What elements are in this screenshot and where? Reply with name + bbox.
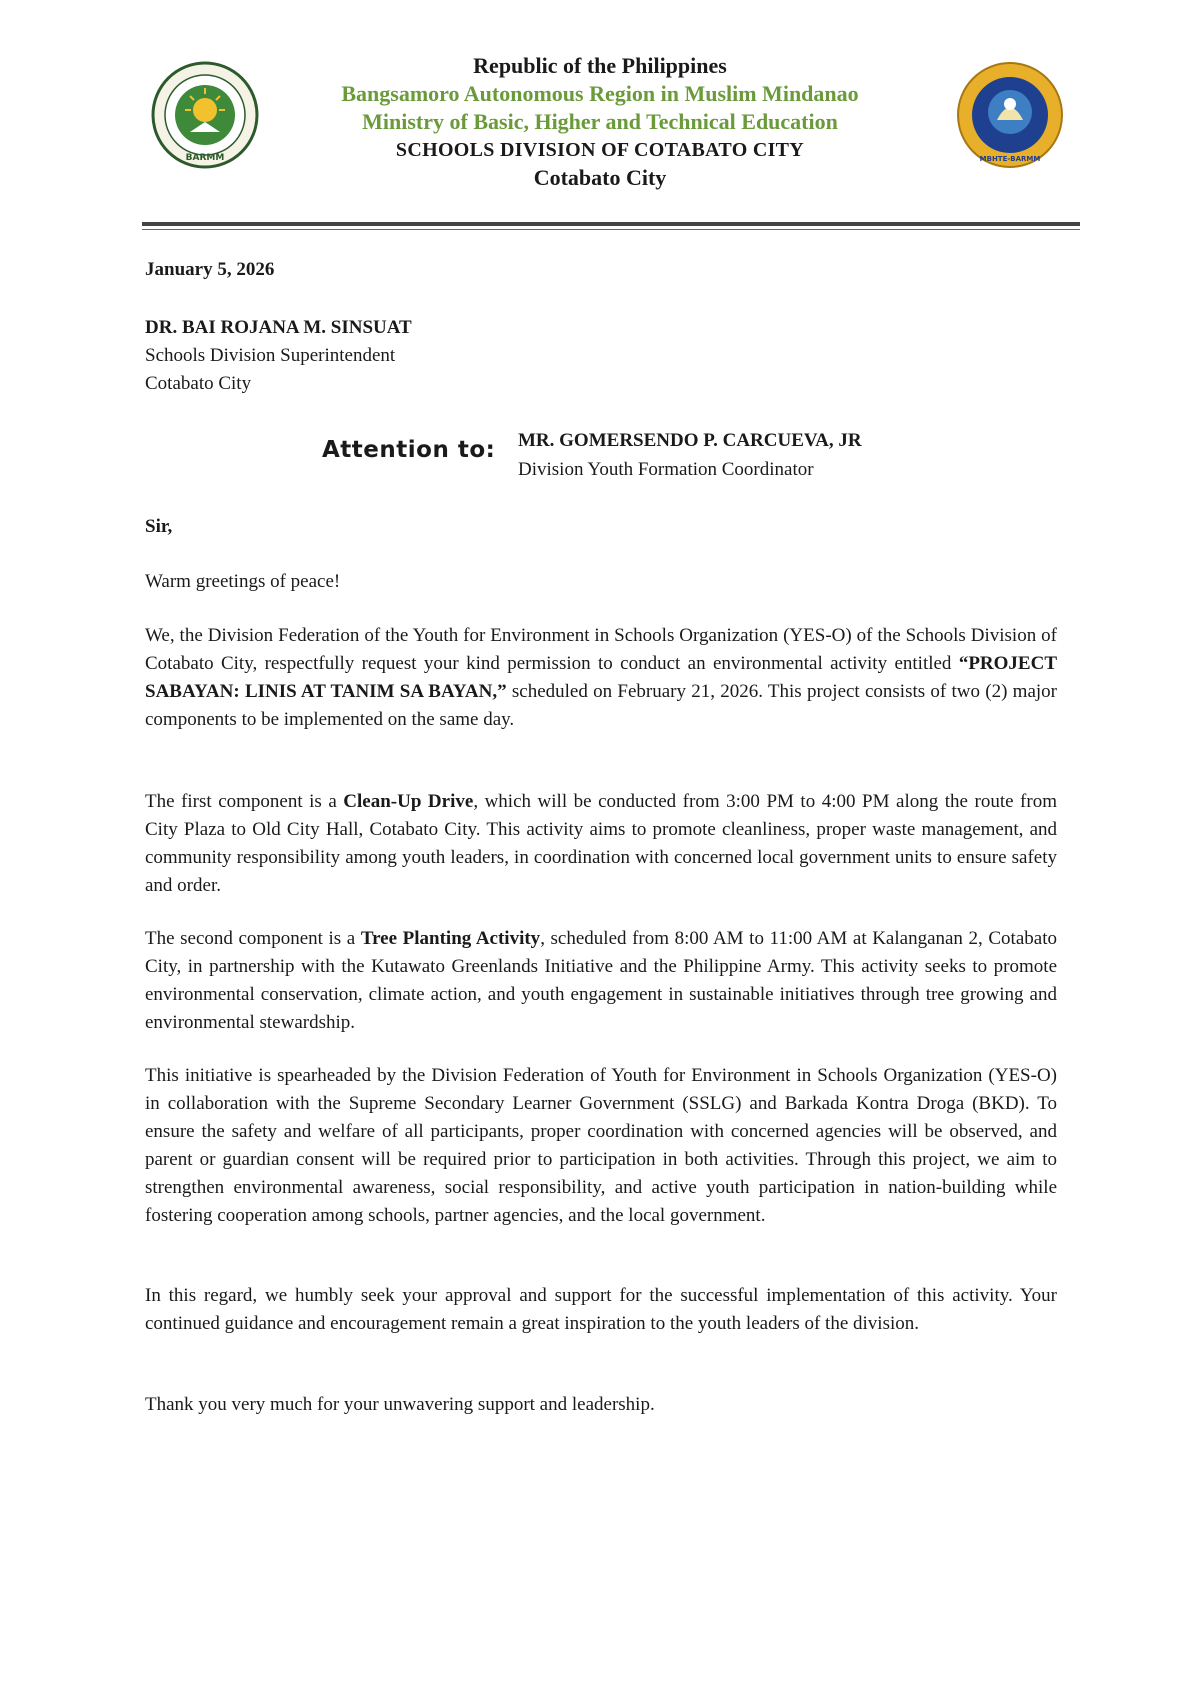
recipient-location: Cotabato City (145, 373, 252, 394)
letterhead-city: Cotabato City (533, 165, 667, 190)
p2-text-c: , which will be conducted from 3:00 PM to 4:00 PM along the route from City Plaza to Old City Hall, Cotabato City. This activity aims to promote cleanliness, proper waste management, and community responsibility among youth leaders, in coordination with concerned local government units to ensure safety and order. (145, 791, 1057, 896)
p2-text-a: The first component is a (145, 791, 344, 812)
paragraph-cleanup (145, 788, 1057, 900)
p1-text-c: scheduled on February 21, 2026. This project consists of two (2) major components to be implemented on the same day. (145, 681, 1058, 730)
letterhead-ministry: Ministry of Basic, Higher and Technical Education (362, 109, 838, 134)
letterhead-division: SCHOOLS DIVISION OF COTABATO CITY (395, 139, 805, 161)
paragraph-tree-planting (145, 925, 1057, 1037)
letterhead-republic: Republic of the Philippines (473, 53, 727, 78)
recipient-title: Schools Division Superintendent (145, 345, 396, 366)
header-divider-thin (142, 229, 1080, 230)
letterhead (260, 52, 940, 192)
recipient-block (145, 314, 1057, 398)
paragraph-approval: In this regard, we humbly seek your approval and support for the successful implementation of this activity. Your continued guidance and encouragement remain a great inspiration to the youth leaders of the division. (145, 1285, 1057, 1334)
p1-text-a: We, the Division Federation of the Youth for Environment in Schools Organization (YES-O) of the Schools Division of Cotabato City, respectfully request your kind permission to conduct an environmental activity entitled (145, 625, 1057, 674)
tree-planting-label: Tree Planting Activity (360, 928, 541, 949)
division-seal-logo (955, 60, 1065, 170)
p3-text-c: , scheduled from 8:00 AM to 11:00 AM at Kalanganan 2, Cotabato City, in partnership with the Kutawato Greenlands Initiative and the Philippine Army. This activity seeks to promote environmental conservation, climate action, and youth engagement in sustainable initiatives through tree growing and environmental stewardship. (145, 928, 1057, 1033)
cleanup-drive-label: Clean-Up Drive (343, 791, 474, 812)
paragraph-initiative: This initiative is spearheaded by the Division Federation of Youth for Environment in Schools Organization (YES-O) in collaboration with the Supreme Secondary Learner Government (SSLG) and Barkada Kontra Droga (BKD). To ensure the safety and welfare of all participants, proper coordination with concerned agencies will be observed, and parent or guardian consent will be required prior to participation in both activities. Through this project, we aim to strengthen environmental awareness, social responsibility, and active youth participation in nation-building while fostering cooperation among schools, partner agencies, and the local government. (145, 1065, 1057, 1226)
p3-text-a: The second component is a (145, 928, 361, 949)
attention-name: MR. GOMERSENDO P. CARCUEVA, JR (518, 430, 862, 451)
salutation: Sir, (145, 516, 173, 537)
greeting: Warm greetings of peace! (145, 571, 341, 592)
svg-text:MBHTE-BARMM: MBHTE-BARMM (979, 155, 1041, 163)
paragraph-request (145, 622, 1057, 734)
ministry-seal-logo (150, 60, 260, 170)
attention-label: Attention to: (322, 437, 496, 463)
project-title: “PROJECT SABAYAN: LINIS AT TANIM SA BAYAN,” (145, 653, 1057, 702)
attention-block (518, 426, 862, 484)
letter-date: January 5, 2026 (145, 259, 275, 280)
attention-title: Division Youth Formation Coordinator (518, 459, 814, 480)
svg-text:BARMM: BARMM (185, 153, 225, 163)
paragraph-thanks: Thank you very much for your unwavering support and leadership. (145, 1394, 655, 1415)
letterhead-region: Bangsamoro Autonomous Region in Muslim Mindanao (341, 81, 859, 106)
header-divider (142, 222, 1080, 226)
recipient-name: DR. BAI ROJANA M. SINSUAT (145, 317, 412, 338)
